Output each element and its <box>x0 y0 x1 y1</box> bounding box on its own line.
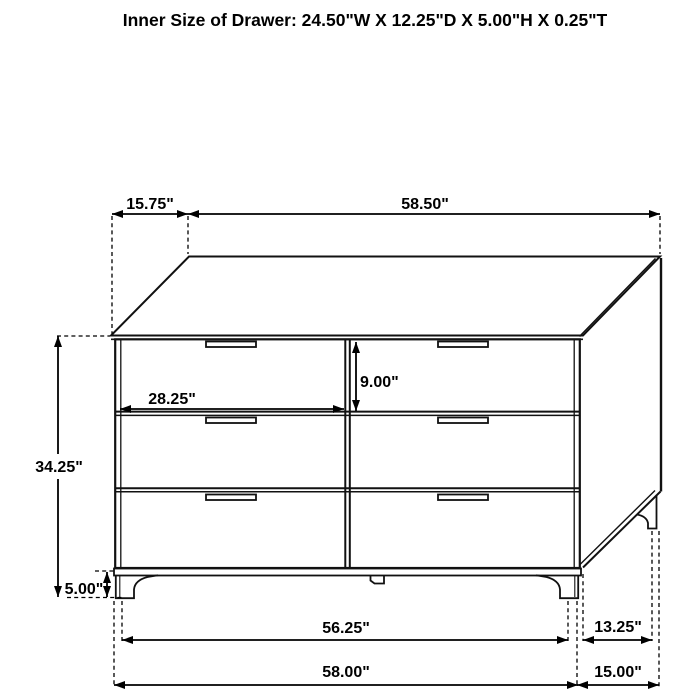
center-support-bracket <box>371 576 385 584</box>
extension-lines <box>57 216 660 687</box>
label-drawer-height: 9.00" <box>360 374 399 391</box>
cabinet-front-face <box>115 339 580 568</box>
label-leg-height: 5.00" <box>64 581 104 598</box>
label-feet-span-width: 56.25" <box>322 620 370 637</box>
label-top-width: 58.50" <box>401 196 449 213</box>
label-feet-span-depth: 13.25" <box>594 619 642 636</box>
side-panel-bottom-inner-edge <box>580 491 655 565</box>
label-overall-height: 34.25" <box>35 459 83 476</box>
label-drawer-width: 28.25" <box>148 391 196 408</box>
dimension-lines <box>58 214 660 685</box>
drawer-handle-top-right <box>438 342 488 348</box>
label-top-depth-offset: 15.75" <box>126 196 174 213</box>
dresser-top-right-edge <box>580 259 656 337</box>
front-left-leg <box>116 575 158 598</box>
drawer-handle-bottom-left <box>206 495 256 501</box>
dimension-labels <box>35 196 642 681</box>
drawer-handle-bottom-right <box>438 495 488 501</box>
drawer-handle-top-left <box>206 342 256 348</box>
drawer-handle-middle-right <box>438 418 488 424</box>
page-title: Inner Size of Drawer: 24.50"W X 12.25"D X 5.00"H X 0.25"T <box>122 10 608 30</box>
drawer-handle-middle-left <box>206 418 256 424</box>
label-overall-depth: 15.00" <box>594 664 642 681</box>
side-panel-bottom-edge <box>583 492 661 568</box>
dresser-drawing <box>111 257 661 599</box>
base-rail <box>114 569 581 576</box>
front-right-leg <box>536 575 578 598</box>
label-overall-width: 58.00" <box>322 664 370 681</box>
dresser-top-surface <box>111 257 660 336</box>
